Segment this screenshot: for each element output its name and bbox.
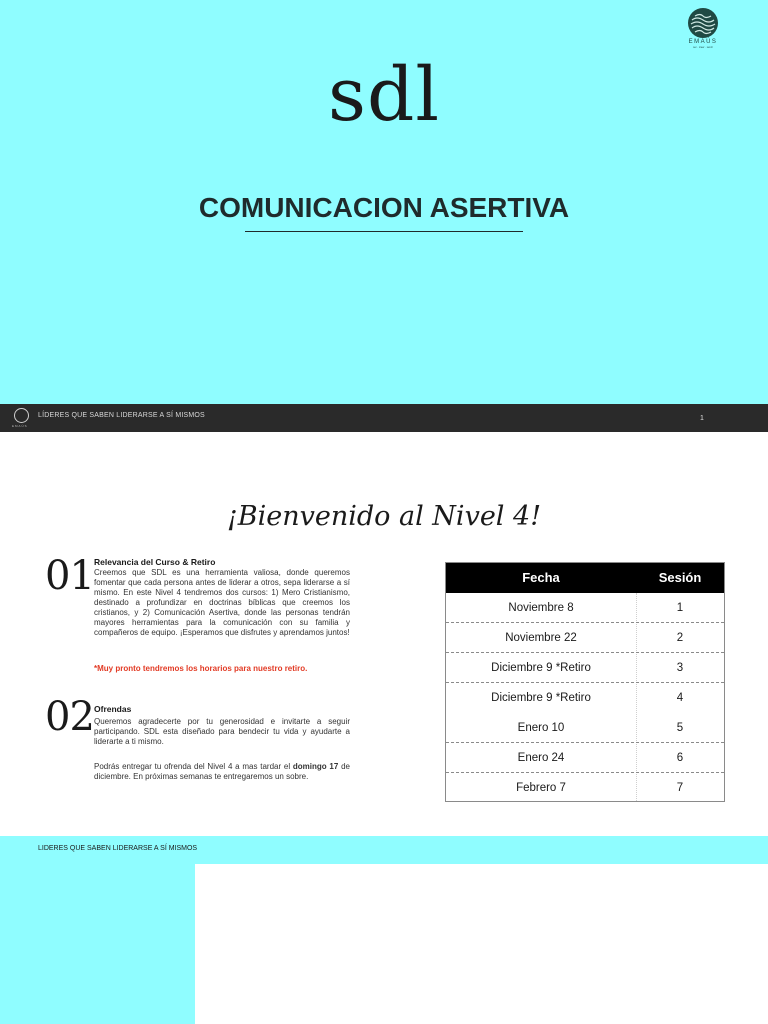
cell-sesion: 6 [676, 752, 684, 764]
footer-logo-text: EMAÚS [12, 424, 28, 428]
cell-sesion: 1 [676, 602, 684, 614]
cell-fecha: Noviembre 8 [508, 602, 574, 614]
cell-sesion: 5 [676, 722, 684, 734]
cover-slide [0, 0, 768, 404]
section1-body: Creemos que SDL es una herramienta valiosa, donde queremos fomentar que cada persona antes de liderar a otros, sepa liderarse a sí mismo. En este Nivel 4 tendremos dos cursos: 1) Mero Cristianismo, destinado a profundizar en doctrinas bíblicas que creemos los cristianos, y 2) Comunicación Asertiva, donde las personas tendrán mayores herramientas para la comunicación con su familia y compañeros de equipo. ¡Esperamos que disfrutes y aprendamos juntos! [94, 568, 350, 637]
footer-tagline: LÍDERES QUE SABEN LIDERARSE A SÍ MISMOS [38, 412, 205, 419]
section1-title: Relevancia del Curso & Retiro [94, 557, 216, 567]
table-row [446, 593, 724, 623]
cover-title: sdl [327, 52, 440, 138]
cell-fecha: Diciembre 9 *Retiro [491, 692, 591, 704]
cover-subtitle: COMUNICACION ASERTIVA [198, 192, 570, 223]
cell-sesion: 3 [676, 662, 684, 674]
deadline-date: domingo 17 [292, 762, 339, 771]
section-number-01: 01 [45, 553, 94, 599]
page-number: 1 [700, 415, 704, 422]
table-row [446, 773, 724, 801]
table-row [446, 683, 724, 713]
slide-footer-bar [0, 404, 768, 432]
cell-sesion: 2 [676, 632, 684, 644]
table-header [446, 563, 724, 593]
table-row [446, 713, 724, 743]
section2-title: Ofrendas [94, 704, 132, 714]
slide3-content-area [195, 864, 768, 1024]
logo-subtext: ser · creer · servir [693, 46, 713, 49]
retreat-note: *Muy pronto tendremos los horarios para nuestro retiro. [94, 664, 308, 673]
subtitle-underline [245, 231, 523, 232]
section-number-02: 02 [45, 694, 94, 740]
slide3-tagline: LIDERES QUE SABEN LIDERARSE A SÍ MISMOS [38, 845, 198, 852]
table-row [446, 653, 724, 683]
section2-body: Queremos agradecerte por tu generosidad e invitarte a seguir participando. SDL esta diseñado para bendecir tu vida y ayudarte a liderarte a ti mismo. [94, 717, 350, 746]
deadline-text-post: de diciembre. En próximas semanas te entregaremos un sobre. [94, 762, 351, 781]
header-sesion: Sesión [658, 570, 702, 585]
welcome-heading: ¡Bienvenido al Nivel 4! [226, 501, 542, 532]
emaus-logo-icon [688, 8, 718, 38]
table-row [446, 623, 724, 653]
section2-deadline [94, 762, 350, 782]
cell-fecha: Febrero 7 [516, 782, 566, 794]
third-slide [0, 836, 768, 1024]
cell-fecha: Noviembre 22 [505, 632, 577, 644]
schedule-table [445, 562, 725, 802]
header-fecha: Fecha [522, 570, 560, 585]
footer-logo-icon [14, 408, 29, 423]
cell-sesion: 7 [676, 782, 684, 794]
logo-wordmark: EMAÚS [688, 39, 718, 45]
cell-fecha: Diciembre 9 *Retiro [491, 662, 591, 674]
cell-fecha: Enero 24 [517, 752, 565, 764]
cell-sesion: 4 [676, 692, 684, 704]
table-row [446, 743, 724, 773]
cell-fecha: Enero 10 [517, 722, 565, 734]
deadline-text-pre: Podrás entregar tu ofrenda del Nivel 4 a mas tardar el [94, 762, 293, 771]
